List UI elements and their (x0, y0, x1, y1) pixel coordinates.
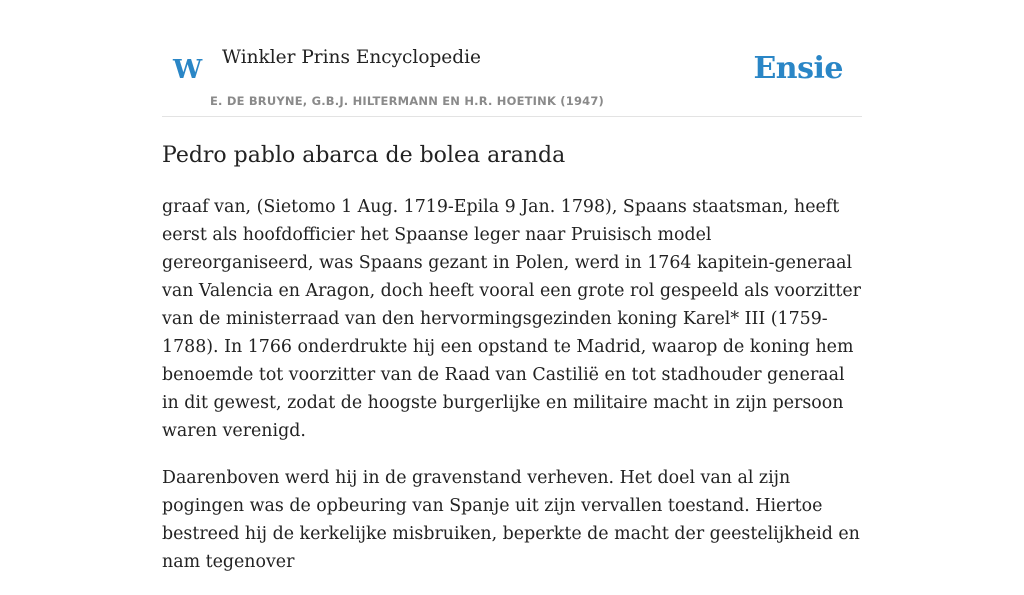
logo-w-icon[interactable]: W (173, 55, 203, 85)
article-body (162, 193, 862, 576)
header (162, 0, 862, 117)
article-paragraph-1: graaf van, (Sietomo 1 Aug. 1719-Epila 9 Jan. 1798), Spaans staatsman, heeft eerst als hoofdofficier het Spaanse leger naar Pruisisch model gereorganiseerd, was Spaans gezant in Polen, werd in 1764 kapitein-generaal van Valencia en Aragon, doch heeft vooral een grote rol gespeeld als voorzitter van de ministerraad van den hervormingsgezinden koning Karel* III (1759-1788). In 1766 onderdrukte hij een opstand te Madrid, waarop de koning hem benoemde tot voorzitter van de Raad van Castilië en tot stadhouder generaal in dit gewest, zodat de hoogste burgerlijke en militaire macht in zijn persoon waren verenigd. (162, 197, 861, 441)
page (162, 0, 862, 595)
article-paragraph-2: Daarenboven werd hij in de gravenstand verheven. Het doel van al zijn pogingen was de opbeuring van Spanje uit zijn vervallen toestand. Hiertoe bestreed hij de kerkelijke misbruiken, beperkte de macht der geestelijkheid en nam tegenover (162, 468, 860, 572)
article-title: Pedro pablo abarca de bolea aranda (162, 143, 566, 168)
ensie-logo[interactable]: Ensie (753, 51, 843, 86)
publication-title[interactable]: Winkler Prins Encyclopedie (222, 47, 481, 68)
publication-authors: E. DE BRUYNE, G.B.J. HILTERMANN EN H.R. HOETINK (1947) (210, 94, 605, 108)
